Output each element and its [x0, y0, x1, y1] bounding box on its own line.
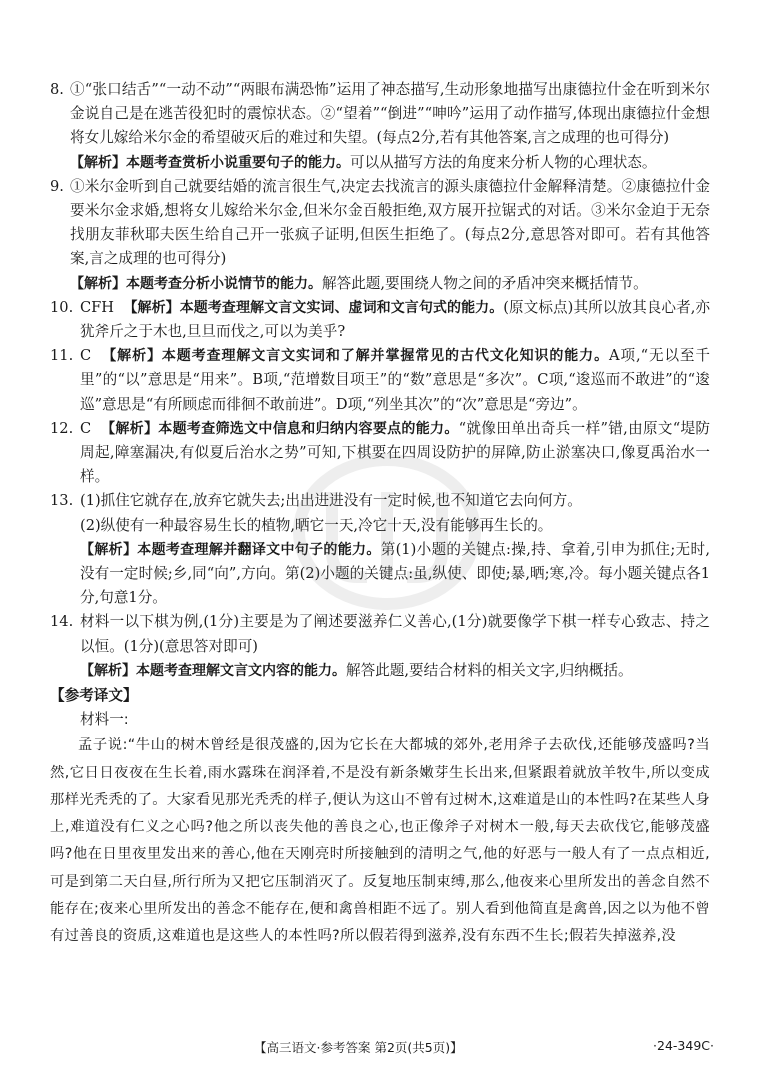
analysis-label: 【解析】 — [80, 541, 138, 558]
question-number: 13. — [50, 492, 74, 510]
analysis-text: 解答此题,要结合材料的相关文字,归纳概括。 — [346, 661, 633, 679]
question-number: 11. — [50, 347, 74, 365]
analysis-text: A项,“无以至千里”的“以”意思是“用来”。B项,“范增数目项王”的“数”意思是“多次”。C项,“逡巡而不敢进”的“逡巡”意思是“有所顾虑而徘徊不敢前进”。D项,“列坐其次”的“次”意思是“旁边”。 — [80, 347, 711, 413]
answer-item-11 — [50, 344, 710, 417]
analysis-label: 【解析】 — [70, 154, 126, 171]
analysis-label: 【解析】 — [70, 275, 126, 292]
reference-translation-title: 【参考译文】 — [50, 687, 138, 705]
answer-item-10 — [50, 296, 710, 344]
analysis-13 — [50, 538, 710, 611]
answer-choice: C — [80, 419, 92, 437]
answer-item-13 — [50, 489, 710, 513]
answer-item-12 — [50, 417, 710, 490]
analysis-8 — [50, 151, 710, 175]
answer-text: ①“张口结舌”“一动不动”“两眼布满恐怖”运用了神态描写,生动形象地描写出康德拉什金在听到米尔金说自己是在逃苦役犯时的震惊状态。②“望着”“倒进”“呻吟”运用了动作描写,体现出康德拉什金想将女儿嫁给米尔金的希望破灭后的难过和失望。(每点2分,若有其他答案,言之成理的也可得分) — [70, 81, 710, 147]
answer-line-2-block — [50, 514, 710, 538]
footer-page-info: 【高三语文·参考答案 第2页(共5页)】 — [254, 1040, 463, 1055]
analysis-bold: 本题考查理解并翻译文中句子的能力。 — [137, 541, 381, 558]
question-number: 14. — [50, 613, 74, 631]
analysis-bold: 本题考查筛选文中信息和归纳内容要点的能力。 — [158, 420, 459, 437]
analysis-text: 第(1)小题的关键点:操,持、拿着,引申为抓住;无时,没有一定时候;乡,同“向”,方向。第(2)小题的关键点:虽,纵使、即使;暴,晒;寒,冷。每小题关键点各1分,句意1分。 — [80, 540, 711, 607]
analysis-text: 解答此题,要围绕人物之间的矛盾冲突来概括情节。 — [322, 274, 648, 292]
analysis-bold: 本题考查理解文言文内容的能力。 — [136, 662, 346, 679]
page-footer — [0, 1038, 764, 1060]
analysis-text: 可以从描写方法的角度来分析人物的心理状态。 — [350, 153, 657, 171]
analysis-label: 【解析】 — [102, 348, 162, 365]
question-number: 9. — [50, 177, 64, 195]
footer-code: ·24-349C· — [653, 1038, 714, 1053]
analysis-9 — [50, 272, 710, 296]
answers-section — [50, 78, 710, 950]
answer-item-9 — [50, 175, 710, 272]
answer-item-14 — [50, 610, 710, 658]
answer-choice: CFH — [80, 298, 115, 316]
translation-paragraph: 孟子说:“牛山的树木曾经是很茂盛的,因为它长在大都城的郊外,老用斧子去砍伐,还能够茂盛吗?当然,它日日夜夜在生长着,雨水露珠在润泽着,不是没有新条嫩芽生长出来,但紧跟着就放羊牧牛,所以变成那样光秃秃的了。大家看见那光秃秃的样子,便认为这山不曾有过树木,这难道是山的本性吗?在某些人身上,难道没有仁义之心吗?他之所以丧失他的善良之心,也正像斧子对树木一般,每天去砍伐它,能够茂盛吗?他在日里夜里发出来的善心,他在天刚亮时所接触到的清明之气,他的好恶与一般人有了一点点相近,可是到第二天白昼,所行所为又把它压制消灭了。反复地压制束缚,那么,他夜来心里所发出的善念自然不能存在;夜来心里所发出的善念不能存在,便和禽兽相距不远了。别人看到他简直是禽兽,因之以为他不曾有过善良的资质,这难道也是这些人的本性吗?所以假若得到滋养,没有东西不生长;假若失掉滋养,没 — [50, 737, 710, 944]
analysis-label: 【解析】 — [123, 299, 180, 316]
question-number: 12. — [50, 419, 74, 437]
analysis-bold: 本题考查理解文言文实词和了解并掌握常见的古代文化知识的能力。 — [161, 348, 609, 365]
answer-text: ①米尔金听到自己就要结婚的流言很生气,决定去找流言的源头康德拉什金解释清楚。②康德拉什金要米尔金求婚,想将女儿嫁给米尔金,但米尔金百般拒绝,双方展开拉锯式的对话。③米尔金迫于无奈找朋友菲秋耶夫医生给自己开一张疯子证明,但医生拒绝了。(每点2分,意思答对即可。若有其他答案,言之成理的也可得分) — [70, 177, 710, 268]
answer-text: 材料一以下棋为例,(1分)主要是为了阐述要滋养仁义善心,(1分)就要像学下棋一样专心致志、持之以恒。(1分)(意思答对即可) — [80, 613, 710, 655]
answer-choice: C — [80, 347, 92, 365]
analysis-bold: 本题考查理解文言文实词、虚词和文言句式的能力。 — [179, 299, 504, 316]
analysis-text: “就像田单出奇兵一样”错,由原文“堤防周起,障塞漏决,有似夏后治水之势”可知,下棋要在四周设防护的屏障,防止淤塞决口,像夏禹治水一样。 — [80, 419, 711, 486]
question-number: 8. — [50, 81, 64, 98]
analysis-label: 【解析】 — [80, 662, 136, 679]
answer-item-8 — [50, 78, 710, 151]
analysis-label: 【解析】 — [101, 420, 159, 437]
question-number: 10. — [50, 298, 74, 316]
material-one-title: 材料一: — [80, 711, 129, 729]
analysis-bold: 本题考查分析小说情节的能力。 — [126, 275, 322, 292]
analysis-bold: 本题考查赏析小说重要句子的能力。 — [126, 154, 350, 171]
analysis-text: (原文标点)其所以放其良心者,亦犹斧斤之于木也,旦旦而伐之,可以为美乎? — [80, 298, 711, 341]
answer-line-1: (1)抓住它就存在,放弃它就失去;出出进进没有一定时候,也不知道它去向何方。 — [80, 492, 582, 510]
answer-line-2: (2)纵使有一种最容易生长的植物,晒它一天,冷它十天,没有能够再生长的。 — [80, 516, 553, 534]
analysis-14 — [50, 659, 710, 683]
